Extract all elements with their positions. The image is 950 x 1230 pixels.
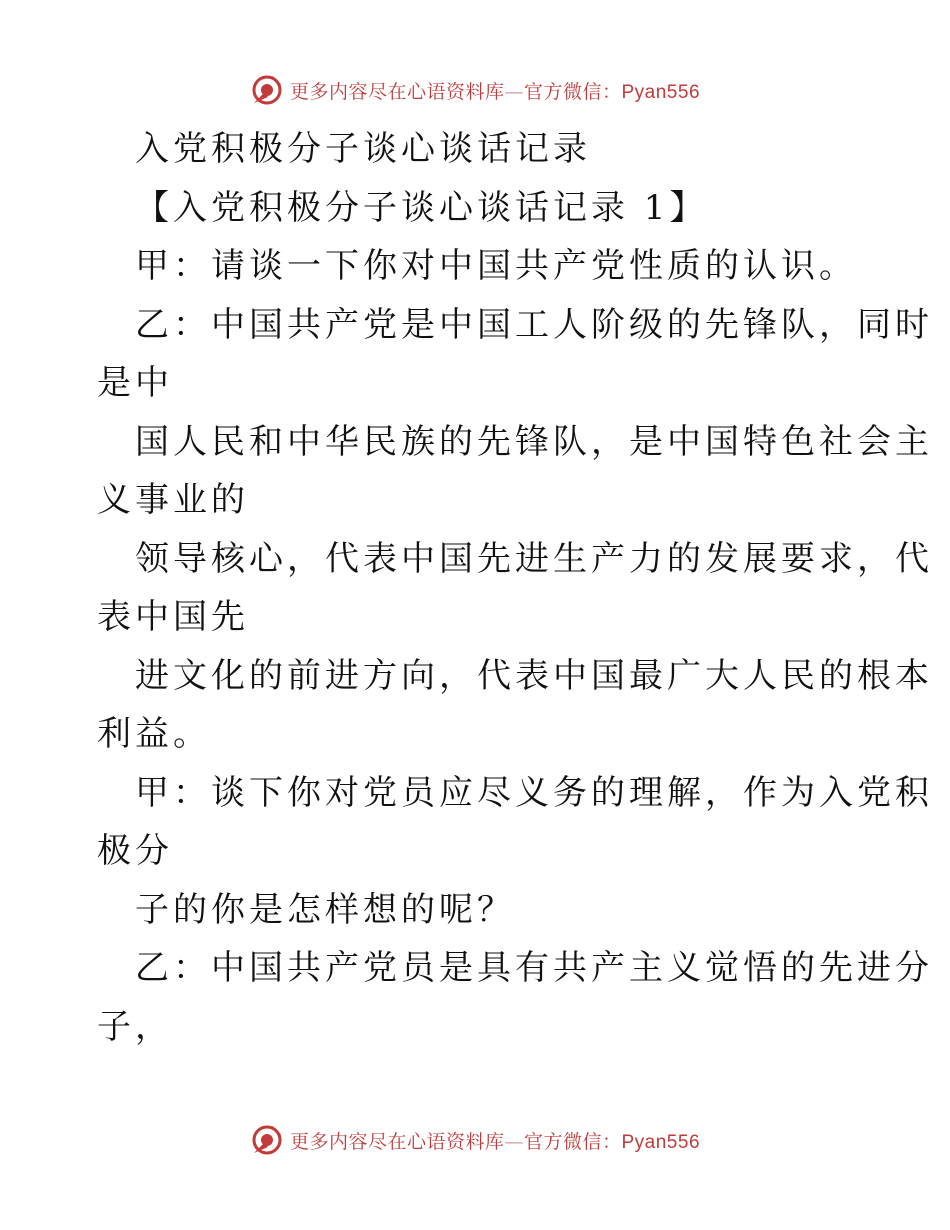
- banner-wechat-label: 官方微信：: [523, 80, 622, 103]
- banner-main-text: 更多内容尽在心语资料库: [289, 1130, 505, 1153]
- paragraph-line: 乙：中国共产党是中国工人阶级的先锋队，同时: [135, 304, 933, 345]
- pen-logo-icon: [250, 73, 284, 107]
- paragraph-line: 是中: [97, 363, 173, 403]
- pen-logo-icon: [250, 1123, 284, 1157]
- section-heading: 【入党积极分子谈心谈话记录 1】: [135, 187, 708, 228]
- paragraph-line: 进文化的前进方向，代表中国最广大人民的根本: [135, 655, 933, 696]
- banner-main-text: 更多内容尽在心语资料库: [289, 80, 505, 103]
- paragraph-line: 子，: [97, 1006, 173, 1047]
- document-body: [97, 120, 933, 1056]
- banner-dash: —: [504, 1130, 524, 1153]
- banner-handle: Pyan556: [621, 1131, 701, 1153]
- paragraph-line: 利益。: [97, 714, 211, 754]
- banner-text: [290, 1127, 700, 1154]
- banner-handle: Pyan556: [621, 81, 701, 103]
- paragraph-line: 甲：谈下你对党员应尽义务的理解，作为入党积: [135, 772, 933, 813]
- paragraph-line: 乙：中国共产党员是具有共产主义觉悟的先进分: [135, 948, 933, 988]
- paragraph-line: 领导核心，代表中国先进生产力的发展要求，代: [135, 538, 933, 579]
- paragraph-line: 甲：请谈一下你对中国共产党性质的认识。: [135, 246, 857, 286]
- banner-wechat-label: 官方微信：: [523, 1130, 622, 1153]
- paragraph-line: 国人民和中华民族的先锋队，是中国特色社会主: [135, 421, 933, 462]
- paragraph-line: 义事业的: [97, 480, 249, 520]
- paragraph-line: 子的你是怎样想的呢？: [135, 889, 515, 930]
- header-banner: [0, 70, 950, 110]
- banner-text: [290, 77, 700, 104]
- paragraph-line: 极分: [97, 831, 173, 871]
- footer-banner: [0, 1120, 950, 1160]
- paragraph-line: 表中国先: [97, 597, 249, 637]
- document-title: 入党积极分子谈心谈话记录: [135, 129, 591, 169]
- banner-dash: —: [504, 80, 524, 103]
